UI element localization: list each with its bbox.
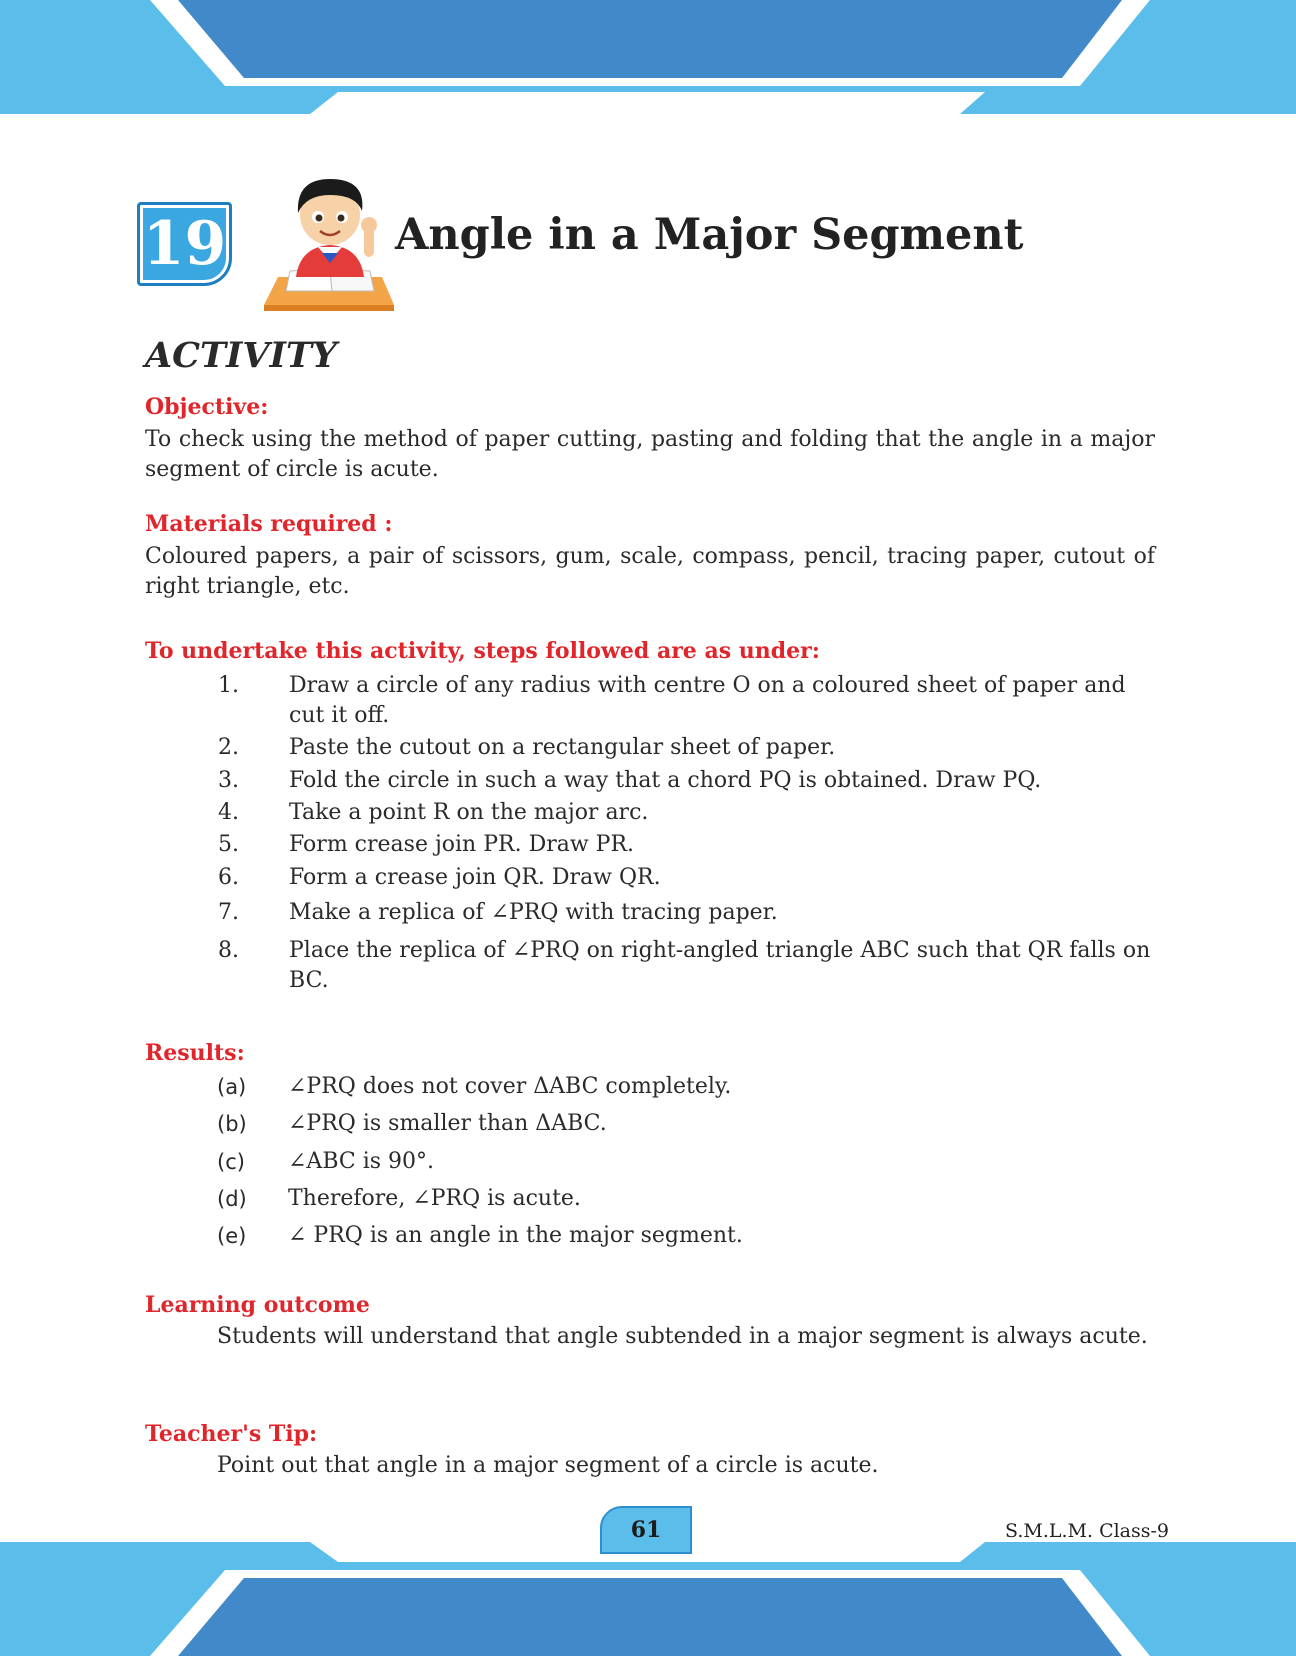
materials-text: Coloured papers, a pair of scissors, gum, scale, compass, pencil, tracing paper, cutout of right triangle, etc. xyxy=(145,544,1155,599)
step-number: 6. xyxy=(218,865,239,890)
step-text: Take a point R on the major arc. xyxy=(289,800,649,825)
step-number: 1. xyxy=(218,673,239,698)
step-text: Fold the circle in such a way that a chord PQ is obtained. Draw PQ. xyxy=(289,768,1042,793)
student-mascot-illustration xyxy=(260,165,400,313)
materials-heading: Materials required : xyxy=(145,511,393,537)
activity-heading: ACTIVITY xyxy=(145,335,337,376)
step-number: 4. xyxy=(218,800,239,825)
step-number: 3. xyxy=(218,768,239,793)
learning-outcome-heading: Learning outcome xyxy=(145,1292,370,1318)
result-label: (a) xyxy=(217,1075,247,1099)
result-text: Therefore, ∠PRQ is acute. xyxy=(288,1186,581,1211)
step-text: Form crease join PR. Draw PR. xyxy=(289,832,635,857)
book-title-footer: S.M.L.M. Class-9 xyxy=(1005,1520,1170,1542)
learning-outcome-text: Students will understand that angle subtended in a major segment is always acute. xyxy=(217,1324,1148,1349)
top-decorative-band xyxy=(0,0,1296,116)
result-text: ∠ PRQ is an angle in the major segment. xyxy=(288,1223,743,1248)
result-label: (c) xyxy=(217,1150,245,1174)
result-label: (b) xyxy=(217,1112,247,1136)
objective-heading: Objective: xyxy=(145,394,269,420)
result-label: (e) xyxy=(217,1224,247,1248)
step-number: 5. xyxy=(218,832,239,857)
results-heading: Results: xyxy=(145,1040,245,1066)
chapter-number-badge: 19 xyxy=(137,202,232,286)
teachers-tip-heading: Teacher's Tip: xyxy=(145,1421,318,1447)
result-text: ∠ABC is 90°. xyxy=(288,1149,435,1174)
step-number: 8. xyxy=(218,938,239,963)
step-text: Make a replica of ∠PRQ with tracing paper. xyxy=(289,900,778,925)
steps-heading: To undertake this activity, steps followed are as under: xyxy=(145,638,820,664)
step-text: Paste the cutout on a rectangular sheet of paper. xyxy=(289,735,836,760)
result-text: ∠PRQ does not cover ΔABC completely. xyxy=(288,1074,732,1099)
page-number-tab: 61 xyxy=(600,1506,692,1554)
step-text: Form a crease join QR. Draw QR. xyxy=(289,865,661,890)
step-text: Place the replica of ∠PRQ on right-angled triangle ABC such that QR falls on BC. xyxy=(289,938,1151,993)
bottom-decorative-band xyxy=(0,1536,1296,1656)
result-label: (d) xyxy=(217,1187,247,1211)
chapter-title: Angle in a Major Segment xyxy=(395,210,1024,260)
result-text: ∠PRQ is smaller than ΔABC. xyxy=(288,1111,607,1136)
step-number: 2. xyxy=(218,735,239,760)
step-text: Draw a circle of any radius with centre O on a coloured sheet of paper and cut it off. xyxy=(289,673,1126,728)
objective-text: To check using the method of paper cutting, pasting and folding that the angle in a major segment of circle is acute. xyxy=(145,427,1155,482)
teachers-tip-text: Point out that angle in a major segment of a circle is acute. xyxy=(217,1453,879,1478)
step-number: 7. xyxy=(218,900,239,925)
